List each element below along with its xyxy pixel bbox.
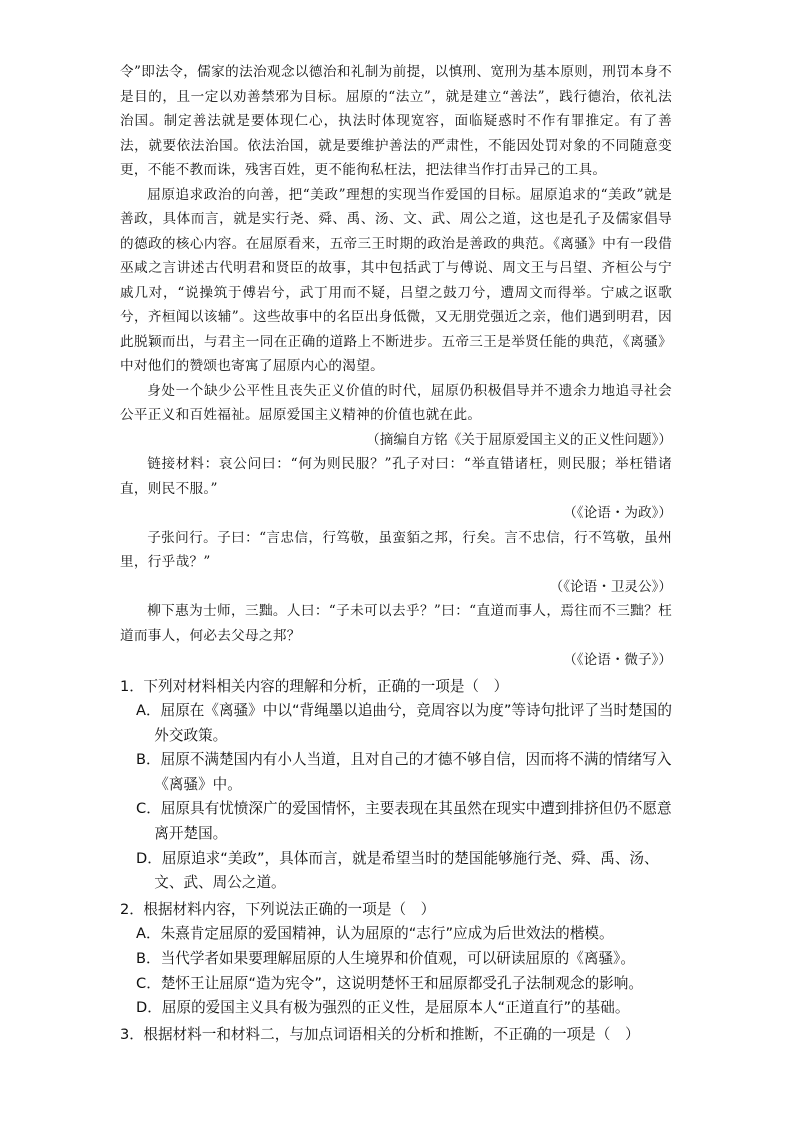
passage-paragraph-1: 令”即法令，儒家的法治观念以德治和礼制为前提，以慎刑、宽刑为基本原则，刑罚本身不是目的，且一定以劝善禁邪为目标。屈原的“法立”，就是建立“善法”，践行德治，依礼法治国。制定善法就是要体现仁心，执法时体现宽容，面临疑惑时不作有罪推定。有了善法，就要依法治国。依法治国，就是要维护善法的严肃性，不能因处罚对象的不同随意变更，不能不教而诛，残害百姓，更不能徇私枉法，把法律当作打击异己的工具。 xyxy=(120,64,672,178)
link-material-2-source: （《论语・卫灵公》） xyxy=(549,578,672,595)
question-1-option-b[interactable]: B．屈原不满楚国内有小人当道，且对自己的才德不够自信，因而将不满的情绪写入《离骚》中。 xyxy=(136,751,672,793)
question-2-option-d[interactable]: D．屈原的爱国主义具有极为强烈的正义性，是屈原本人“正道直行”的基础。 xyxy=(136,999,630,1017)
question-2-option-b[interactable]: B．当代学者如果要理解屈原的人生境界和价值观，可以研读屈原的《离骚》。 xyxy=(136,950,635,968)
question-3-number: 3． xyxy=(120,1025,144,1043)
question-1 xyxy=(120,675,672,896)
question-1-option-a[interactable]: A．屈原在《离骚》中以“背绳墨以追曲兮，竞周容以为度”等诗句批评了当时楚国的外交政策。 xyxy=(136,702,672,744)
question-3 xyxy=(120,1023,672,1048)
link-material-1: 链接材料：哀公问曰：“何为则民服？”孔子对曰：“举直错诸枉，则民服；举枉错诸直，则民不服。” xyxy=(120,456,672,497)
question-3-stem xyxy=(120,1023,672,1048)
question-3-text: 根据材料一和材料二，与加点词语相关的分析和推断，不正确的一项是（ ） xyxy=(143,1025,640,1043)
question-2 xyxy=(120,898,672,1021)
link-material-3: 柳下惠为士师，三黜。人曰：“子未可以去乎？”曰：“直道而事人，焉往而不三黜？枉道而事人，何必去父母之邦？ xyxy=(120,603,672,644)
passage-paragraph-3: 身处一个缺少公平性且丧失正义价值的时代，屈原仍积极倡导并不遗余力地追寻社会公平正义和百姓福祉。屈原爱国主义精神的价值也就在此。 xyxy=(120,382,672,423)
link-material-2: 子张问行。子曰：“言忠信，行笃敬，虽蛮貊之邦，行矣。言不忠信，行不笃敬，虽州里，行乎哉？” xyxy=(120,529,672,570)
passage-source: （摘编自方铭《关于屈原爱国主义的正义性问题》） xyxy=(366,431,672,448)
document-content xyxy=(120,60,672,1047)
link-material-3-source: （《论语・微子》） xyxy=(563,652,672,668)
question-2-number: 2． xyxy=(120,900,144,918)
passage-paragraph-2: 屈原追求政治的向善，把“美政”理想的实现当作爱国的目标。屈原追求的“美政”就是善政，具体而言，就是实行尧、舜、禹、汤、文、武、周公之道，这也是孔子及儒家倡导的德政的核心内容。在屈原看来，五帝三王时期的政治是善政的典范。《离骚》中有一段借巫咸之言讲述古代明君和贤臣的故事，其中包括武丁与傅说、周文王与吕望、齐桓公与宁戚几对，“说操筑于傅岩兮，武丁用而不疑，吕望之鼓刀兮，遭周文而得举。宁戚之讴歌兮，齐桓闻以该辅”。这些故事中的名臣出身低微，又无朋党强近之亲，他们遇到明君，因此脱颖而出，与君主一同在正确的道路上不断进步。五帝三王是举贤任能的典范，《离骚》中对他们的赞颂也寄寓了屈原内心的渴望。 xyxy=(120,186,672,374)
question-2-option-c[interactable]: C．楚怀王让屈原“造为宪令”，这说明楚怀王和屈原都受孔子法制观念的影响。 xyxy=(136,974,643,992)
question-1-text: 下列对材料相关内容的理解和分析，正确的一项是（ ） xyxy=(143,677,509,695)
question-2-stem xyxy=(120,898,672,923)
question-2-text: 根据材料内容，下列说法正确的一项是（ ） xyxy=(143,900,436,918)
question-1-stem xyxy=(120,675,672,700)
question-1-number: 1． xyxy=(120,677,144,695)
question-1-option-c[interactable]: C．屈原具有忧愤深广的爱国情怀，主要表现在其虽然在现实中遭到排挤但仍不愿意离开楚国。 xyxy=(136,800,672,843)
question-1-option-d[interactable]: D．屈原追求“美政”，具体而言，就是希望当时的楚国能够施行尧、舜、禹、汤、文、武、周公之道。 xyxy=(136,849,659,892)
link-material-1-source: （《论语・为政》） xyxy=(563,505,672,521)
question-2-option-a[interactable]: A．朱熹肯定屈原的爱国精神，认为屈原的“志行”应成为后世效法的楷模。 xyxy=(136,925,614,943)
